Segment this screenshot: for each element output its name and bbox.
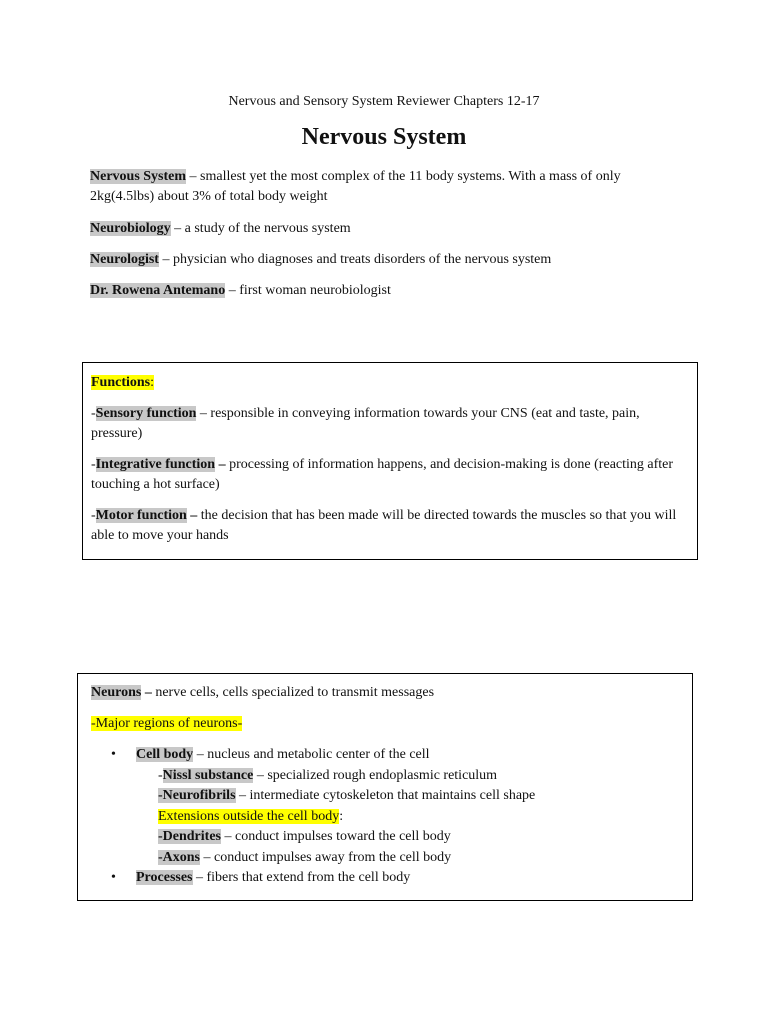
item-text: processing of information happens, and decision-making is done (reacting after touching a hot surface) — [91, 457, 674, 492]
item-text: – fibers that extend from the cell body — [192, 870, 411, 885]
extensions-colon: : — [339, 808, 344, 824]
item-text: the decision that has been made will be directed towards the muscles so that you will able to move your hands — [91, 508, 677, 543]
term-highlight: -Dendrites — [158, 829, 221, 844]
functions-heading-colon: : — [150, 375, 155, 390]
term-highlight: Processes — [136, 870, 193, 885]
major-regions-label — [91, 714, 679, 734]
list-item-processes — [91, 868, 679, 889]
neurons-box — [77, 673, 693, 901]
definition-text: – smallest yet the most complex of the 11 body systems. With a mass of only 2kg(4.5lbs) about 3% of total body weight — [90, 169, 621, 204]
definition-text: – a study of the nervous system — [170, 221, 351, 236]
item-text: – specialized rough endoplasmic reticulum — [253, 767, 498, 783]
document-subtitle: Nervous and Sensory System Reviewer Chapters 12-17 — [228, 94, 540, 109]
bullet-icon: • — [111, 870, 116, 885]
term-highlight: Cell body — [136, 747, 194, 762]
definition-text: – first woman neurobiologist — [225, 283, 391, 298]
term-highlight: Neurobiology — [90, 221, 171, 236]
list-item-cell-body — [91, 745, 679, 766]
bullet-icon: • — [111, 747, 116, 762]
definition-neurologist — [90, 250, 680, 270]
extensions-highlight: Extensions outside the cell body — [158, 808, 340, 824]
function-item-motor — [91, 506, 689, 546]
definition-text: – physician who diagnoses and treats disorders of the nervous system — [158, 252, 552, 267]
item-prefix: - — [91, 406, 96, 421]
item-dash: – — [215, 457, 226, 472]
functions-box — [82, 362, 698, 560]
page-title: Nervous System — [301, 124, 467, 150]
definition-neurobiology — [90, 219, 680, 239]
item-text: – nucleus and metabolic center of the cell — [193, 747, 430, 762]
item-prefix: - — [91, 508, 96, 523]
term-highlight: Neurologist — [90, 252, 159, 267]
term-highlight: -Axons — [158, 849, 201, 865]
item-dash: – — [186, 508, 198, 523]
neurons-intro — [91, 683, 679, 703]
sub-item-axons — [91, 848, 679, 869]
intro-dash: – — [141, 685, 152, 700]
functions-heading-label: Functions — [91, 375, 151, 390]
sub-item-dendrites — [91, 827, 679, 848]
item-text: – intermediate cytoskeleton that maintains cell shape — [235, 788, 536, 803]
term-highlight: Sensory function — [95, 406, 197, 421]
term-highlight: Nissl substance — [162, 767, 254, 783]
term-highlight: Neurons — [91, 685, 142, 700]
term-highlight: Nervous System — [90, 169, 187, 184]
sub-item-neurofibrils — [91, 786, 679, 807]
sub-item-extensions — [91, 807, 679, 828]
definition-nervous-system — [90, 167, 680, 207]
definition-rowena-antemano — [90, 281, 680, 301]
item-dash: – — [196, 406, 207, 421]
function-item-integrative — [91, 455, 689, 495]
function-item-sensory — [91, 404, 689, 444]
sub-item-nissl-substance — [91, 766, 679, 787]
regions-label-highlight: -Major regions of neurons- — [91, 716, 243, 731]
item-text: – conduct impulses away from the cell body — [200, 849, 452, 865]
intro-text: nerve cells, cells specialized to transmit messages — [151, 685, 435, 700]
item-text: – conduct impulses toward the cell body — [221, 829, 451, 844]
item-text: responsible in conveying information towards your CNS (eat and taste, pain, pressure) — [91, 406, 640, 441]
term-highlight: Dr. Rowena Antemano — [90, 283, 226, 298]
term-highlight: -Neurofibrils — [158, 788, 236, 803]
term-highlight: Integrative function — [95, 457, 216, 472]
term-highlight: Motor function — [95, 508, 187, 523]
item-prefix: - — [91, 457, 96, 472]
item-prefix: - — [158, 767, 163, 783]
functions-heading — [91, 373, 689, 393]
